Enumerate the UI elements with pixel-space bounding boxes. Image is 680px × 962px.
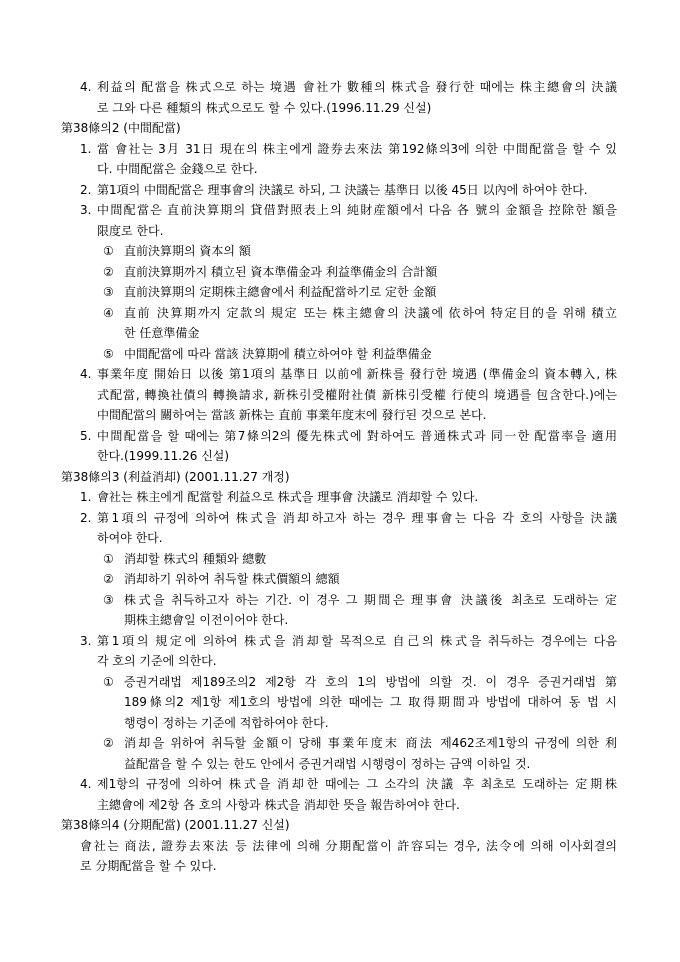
clause-number: 3. xyxy=(80,203,92,217)
subclause-text: 消却을 위하여 취득할 金額이 당해 事業年度末 商法 제462조제1항의 규정에 의한 利 xyxy=(124,736,617,750)
clause-text: 하여야 한다. xyxy=(97,531,163,545)
subclause-number: ① xyxy=(103,551,114,566)
subclause-text: 증권거래법 제189조의2 제2항 각 호의 1의 방법에 의할 것. 이 경우 증권거래법 第 xyxy=(124,674,617,689)
article-section xyxy=(0,467,680,816)
clause-line xyxy=(0,446,617,467)
clause-number: 4. xyxy=(80,80,92,94)
clause-text: 會社는 株主에게 配當할 利益으로 株式을 理事會 決議로 消却할 수 있다. xyxy=(97,490,479,504)
clause-text: 다. 中間配當은 金錢으로 한다. xyxy=(97,162,258,176)
article-heading: 第38條의4 (分期配當) (2001.11.27 신설) xyxy=(61,818,290,832)
subclause-number: ① xyxy=(103,674,114,689)
clause-line xyxy=(0,139,617,160)
clause-line xyxy=(0,508,617,529)
subclause-line xyxy=(0,754,617,775)
subclause-number: ② xyxy=(103,572,114,586)
clause-text: 로 그와 다른 種類의 株式으로도 할 수 있다.(1996.11.29 신설) xyxy=(97,100,432,115)
subclause-line xyxy=(0,713,617,734)
subclause-number: ③ xyxy=(103,592,114,607)
clause-line xyxy=(0,364,617,385)
clause-text: 제1항의 규정에 의하여 株式을 消却한 때에는 그 소각의 決議 후 최초로 도래하는 定期株 xyxy=(97,777,617,791)
article-section xyxy=(0,118,680,467)
clause-number: 3. xyxy=(80,633,92,648)
clause-line xyxy=(0,405,617,426)
clause-text: 事業年度 開始日 以後 第1項의 基準日 以前에 新株를 發行한 境遇 (準備金의 資本轉入, 株 xyxy=(97,367,617,381)
subclause-line xyxy=(0,672,617,693)
article-body-text: 로 分期配當을 할 수 있다. xyxy=(80,859,217,873)
clause-text: 利益의 配當을 株式으로 하는 境遇 會社가 數種의 株式을 發行한 때에는 株主總會의 決議 xyxy=(97,80,617,94)
subclause-number: ② xyxy=(103,264,114,279)
subclause-number: ⑤ xyxy=(103,346,114,361)
clause-number: 2. xyxy=(80,510,92,525)
subclause-line xyxy=(0,692,617,713)
subclause-line xyxy=(0,241,617,262)
article-body-text: 會社는 商法, 證券去來法 등 法律에 의해 分期配當이 許容되는 경우, 法令에 의해 이사회결의 xyxy=(80,838,617,853)
subclause-number: ③ xyxy=(103,285,114,299)
clause-line xyxy=(0,77,617,98)
clause-text: 式配當, 轉換社債의 轉換請求, 新株引受權附社債 新株引受權 行使의 境遇를 包含한다.)에는 xyxy=(97,387,617,402)
subclause-line xyxy=(0,262,617,283)
clause-line xyxy=(0,651,617,672)
clause-line xyxy=(0,795,617,816)
clause-number: 4. xyxy=(80,777,92,791)
subclause-text: 消却하기 위하여 취득할 株式價額의 總額 xyxy=(124,572,340,586)
subclause-number: ① xyxy=(103,244,114,258)
subclause-text: 益配當을 할 수 있는 한도 안에서 증권거래법 시행령이 정하는 금액 이하일 것. xyxy=(124,756,531,771)
clause-number: 1. xyxy=(80,490,92,504)
subclause-text: 행령이 정하는 기준에 적합하여야 한다. xyxy=(124,715,329,730)
clause-line xyxy=(0,159,617,180)
clause-text: 限度로 한다. xyxy=(97,223,164,238)
clause-line xyxy=(0,385,617,406)
subclause-line xyxy=(0,303,617,324)
article-heading: 第38條의3 (利益消却) (2001.11.27 개정) xyxy=(61,469,290,484)
clause-text: 第1項의 中間配當은 理事會의 決議로 하되, 그 決議는 基準日 以後 45日 以內에 하여야 한다. xyxy=(97,182,588,197)
clause-text: 中間配當은 直前決算期의 貸借對照表上의 純財産額에서 다음 各 號의 金額을 控除한 額을 xyxy=(97,203,617,217)
subclause-line xyxy=(0,344,617,365)
subclause-number: ④ xyxy=(103,305,114,320)
subclause-text: 期株主總會일 이전이어야 한다. xyxy=(124,613,289,627)
subclause-line xyxy=(0,733,617,754)
clause-text: 第1項의 規定에 의하여 株式을 消却할 목적으로 自己의 株式을 취득하는 경우에는 다음 xyxy=(97,633,617,648)
subclause-text: 189條의2 제1항 제1호의 방법에 의한 때에는 그 取得期間과 방법에 대하여 동 법 시 xyxy=(124,695,617,709)
subclause-line xyxy=(0,569,617,590)
article-body-line xyxy=(0,856,617,877)
article-section xyxy=(0,77,680,118)
article-section xyxy=(0,815,680,877)
article-heading: 第38條의2 (中間配當) xyxy=(61,121,181,135)
subclause-number: ② xyxy=(103,736,114,750)
subclause-text: 直前決算期까지 積立된 資本準備金과 利益準備金의 合計額 xyxy=(124,264,438,279)
clause-line xyxy=(0,487,617,508)
clause-number: 4. xyxy=(80,367,92,381)
subclause-text: 株式을 취득하고자 하는 기간. 이 경우 그 期間은 理事會 決議後 최초로 도래하는 定 xyxy=(124,592,617,607)
article-body-line xyxy=(0,836,617,857)
subclause-text: 消却할 株式의 種類와 總數 xyxy=(124,551,267,566)
subclause-text: 直前 決算期까지 定款의 規定 또는 株主總會의 決議에 依하여 特定目的을 위해 積立 xyxy=(124,305,617,320)
subclause-line xyxy=(0,590,617,611)
subclause-text: 中間配當에 따라 當該 決算期에 積立하여야 할 利益準備金 xyxy=(124,346,432,361)
clause-line xyxy=(0,631,617,652)
clause-text: 當 會社는 3月 31日 現在의 株主에게 證券去來法 第192條의3에 의한 中間配當을 할 수 있 xyxy=(97,141,617,156)
clause-number: 2. xyxy=(80,182,92,197)
clause-text: 中間配當을 할 때에는 第7條의2의 優先株式에 對하여도 普通株式과 同一한 配當率을 適用 xyxy=(97,428,617,443)
clause-line xyxy=(0,528,617,549)
clause-text: 한다.(1999.11.26 신설) xyxy=(97,449,230,463)
clause-text: 각 호의 기준에 의한다. xyxy=(97,654,217,668)
clause-line xyxy=(0,98,617,119)
subclause-text: 直前決算期의 定期株主總會에서 利益配當하기로 定한 金額 xyxy=(124,285,437,299)
subclause-line xyxy=(0,323,617,344)
subclause-line xyxy=(0,549,617,570)
clause-line xyxy=(0,774,617,795)
clause-line xyxy=(0,200,617,221)
subclause-text: 한 任意準備金 xyxy=(124,326,200,340)
clause-text: 中間配當의 關하여는 當該 新株는 直前 事業年度末에 發行된 것으로 본다. xyxy=(97,408,487,422)
clause-line xyxy=(0,426,617,447)
clause-number: 1. xyxy=(80,141,92,156)
subclause-line xyxy=(0,282,617,303)
clause-line xyxy=(0,221,617,242)
clause-number: 5. xyxy=(80,428,92,443)
clause-text: 主總會에 제2항 各 호의 사항과 株式을 消却한 뜻을 報告하여야 한다. xyxy=(97,797,460,812)
clause-line xyxy=(0,180,617,201)
subclause-text: 直前決算期의 資本의 額 xyxy=(124,244,251,258)
clause-text: 第1項의 규정에 의하여 株式을 消却하고자 하는 경우 理事會는 다음 각 호의 사항을 決議 xyxy=(97,510,617,525)
subclause-line xyxy=(0,610,617,631)
